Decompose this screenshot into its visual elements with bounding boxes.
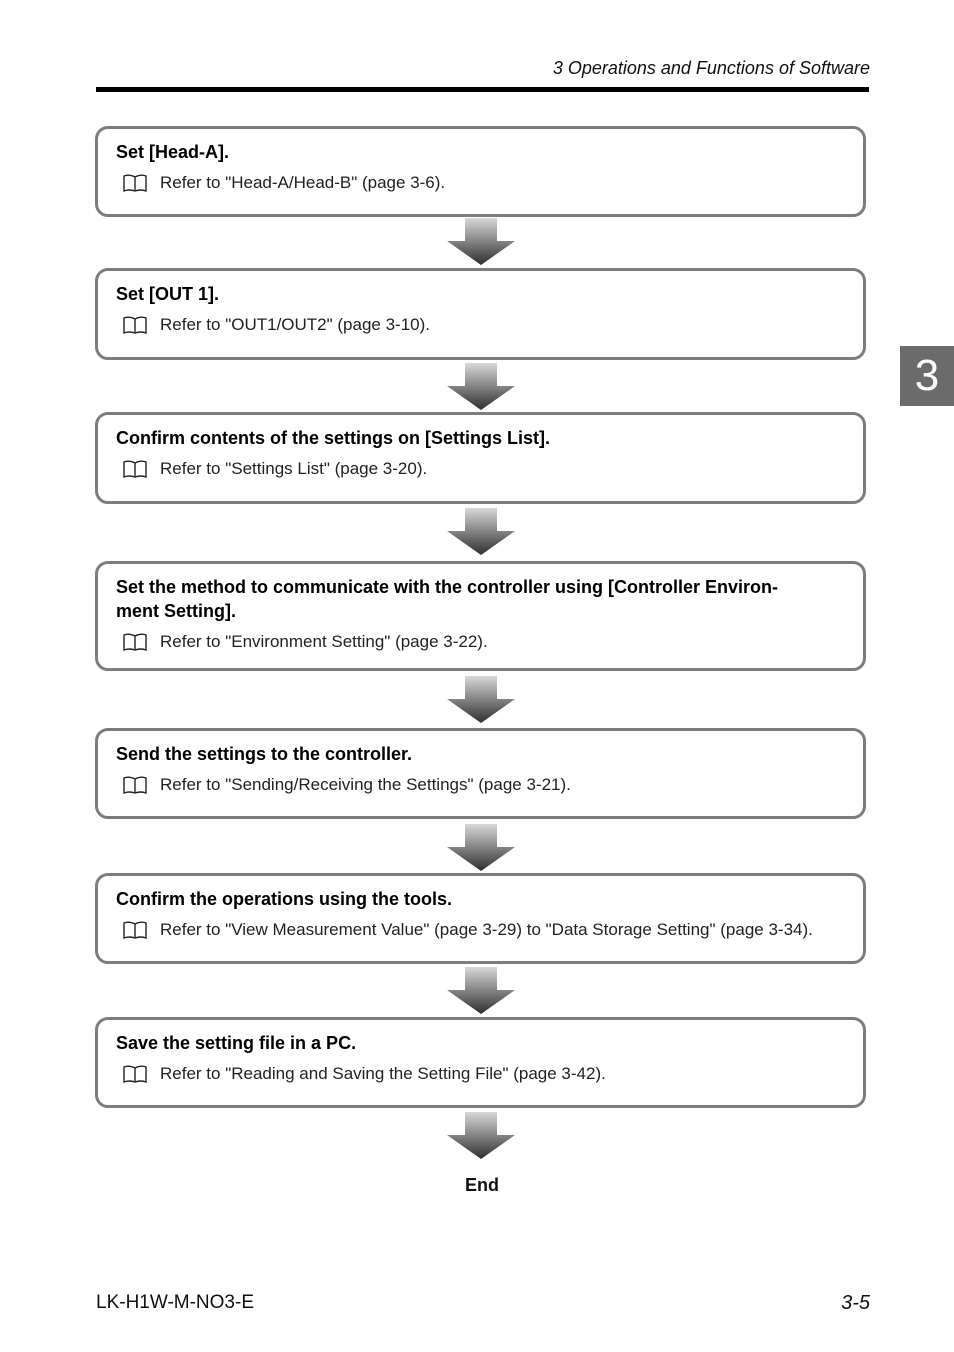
- header-rule: [96, 87, 869, 92]
- down-arrow-icon: [446, 967, 516, 1015]
- step-title: Confirm the operations using the tools.: [116, 889, 453, 909]
- book-icon: [122, 1064, 148, 1084]
- step-title: Confirm contents of the settings on [Settings List].: [116, 428, 550, 448]
- flow-step-out1: [95, 268, 866, 360]
- page-number: 3-5: [841, 1292, 870, 1314]
- book-icon: [122, 173, 148, 193]
- step-reference: [116, 1064, 845, 1084]
- down-arrow-icon: [446, 508, 516, 556]
- flow-step-environment-setting: [95, 561, 866, 671]
- book-icon: [122, 775, 148, 795]
- flow-step-settings-list: [95, 412, 866, 504]
- reference-text: Refer to "OUT1/OUT2" (page 3-10).: [160, 315, 430, 334]
- down-arrow-icon: [446, 363, 516, 411]
- step-title: Send the settings to the controller.: [116, 744, 413, 764]
- reference-text: Refer to "Sending/Receiving the Settings" (page 3-21).: [160, 775, 571, 794]
- flow-step-confirm-operations: [95, 873, 866, 964]
- reference-text: Refer to "Head-A/Head-B" (page 3-6).: [160, 173, 446, 192]
- step-reference: [116, 459, 845, 479]
- step-title: Set [OUT 1].: [116, 284, 220, 304]
- book-icon: [122, 920, 148, 940]
- reference-text: Refer to "Environment Setting" (page 3-22).: [160, 632, 488, 651]
- flow-step-send-settings: [95, 728, 866, 819]
- down-arrow-icon: [446, 218, 516, 266]
- reference-text: Refer to "Reading and Saving the Setting File" (page 3-42).: [160, 1064, 606, 1083]
- step-reference: [116, 315, 845, 335]
- step-reference: [116, 632, 845, 652]
- step-title-line: Set the method to communicate with the controller using [Controller Environ-: [116, 577, 779, 597]
- section-title: 3 Operations and Functions of Software: [552, 58, 870, 78]
- down-arrow-icon: [446, 676, 516, 724]
- document-code: LK-H1W-M-NO3-E: [96, 1292, 254, 1313]
- down-arrow-icon: [446, 824, 516, 872]
- book-icon: [122, 315, 148, 335]
- book-icon: [122, 632, 148, 652]
- step-title: [116, 575, 845, 623]
- flow-step-save-file: [95, 1017, 866, 1108]
- reference-text: Refer to "Settings List" (page 3-20).: [160, 459, 428, 478]
- down-arrow-icon: [446, 1112, 516, 1160]
- step-title-line: ment Setting].: [116, 601, 236, 621]
- step-reference: [116, 173, 845, 193]
- end-label: End: [465, 1175, 499, 1195]
- book-icon: [122, 459, 148, 479]
- chapter-tab: 3: [900, 346, 954, 406]
- step-title: Set [Head-A].: [116, 142, 230, 162]
- flow-step-head-a: [95, 126, 866, 217]
- step-reference: [116, 920, 845, 940]
- step-title: Save the setting file in a PC.: [116, 1033, 357, 1053]
- step-reference: [116, 775, 845, 795]
- reference-text: Refer to "View Measurement Value" (page 3-29) to "Data Storage Setting" (page 3-34).: [160, 920, 813, 939]
